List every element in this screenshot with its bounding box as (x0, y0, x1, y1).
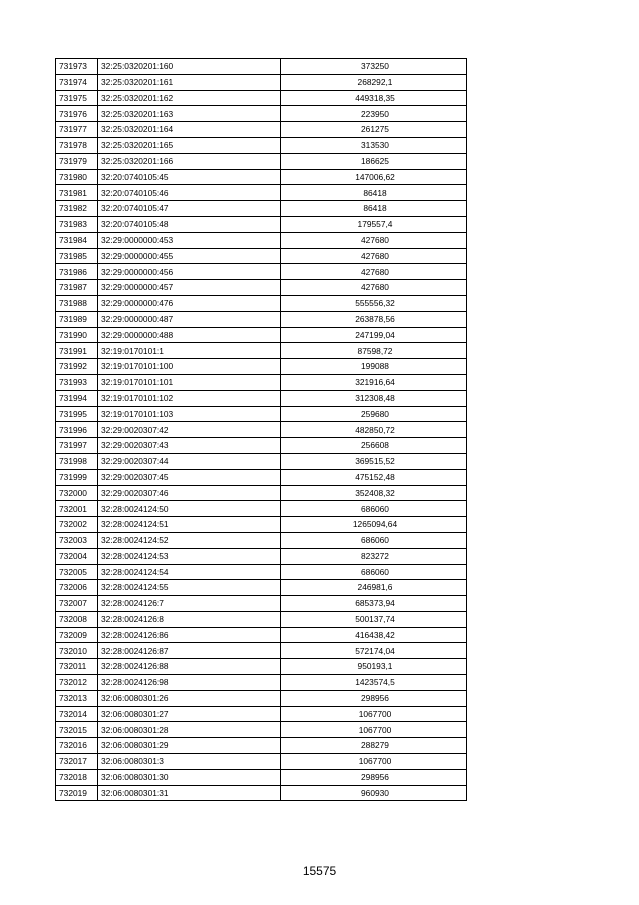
cadastral-value-cell: 373250 (281, 59, 467, 75)
table-row (56, 264, 467, 280)
cadastral-number-cell: 32:29:0000000:456 (98, 264, 281, 280)
row-number-cell: 732017 (56, 754, 98, 770)
cadastral-value-cell: 298956 (281, 690, 467, 706)
cadastral-number-cell: 32:29:0020307:42 (98, 422, 281, 438)
cadastral-value-cell: 199088 (281, 359, 467, 375)
cadastral-value-cell: 369515,52 (281, 453, 467, 469)
table-row (56, 74, 467, 90)
cadastral-value-cell: 555556,32 (281, 295, 467, 311)
table-row (56, 185, 467, 201)
cadastral-value-cell: 416438,42 (281, 627, 467, 643)
row-number-cell: 732019 (56, 785, 98, 801)
cadastral-number-cell: 32:29:0020307:46 (98, 485, 281, 501)
table-row (56, 327, 467, 343)
cadastral-value-cell: 256608 (281, 438, 467, 454)
table-row (56, 248, 467, 264)
row-number-cell: 732006 (56, 580, 98, 596)
row-number-cell: 732011 (56, 659, 98, 675)
row-number-cell: 732012 (56, 675, 98, 691)
table-row (56, 422, 467, 438)
cadastral-number-cell: 32:20:0740105:48 (98, 216, 281, 232)
cadastral-value-cell: 268292,1 (281, 74, 467, 90)
cadastral-number-cell: 32:29:0000000:457 (98, 280, 281, 296)
cadastral-number-cell: 32:29:0000000:487 (98, 311, 281, 327)
cadastral-number-cell: 32:25:0320201:164 (98, 122, 281, 138)
row-number-cell: 732014 (56, 706, 98, 722)
cadastral-value-cell: 1423574,5 (281, 675, 467, 691)
cadastral-number-cell: 32:28:0024124:55 (98, 580, 281, 596)
cadastral-number-cell: 32:28:0024126:87 (98, 643, 281, 659)
cadastral-value-cell: 482850,72 (281, 422, 467, 438)
cadastral-value-cell: 960930 (281, 785, 467, 801)
table-row (56, 359, 467, 375)
table-row (56, 106, 467, 122)
cadastral-value-cell: 686060 (281, 501, 467, 517)
cadastral-number-cell: 32:06:0080301:28 (98, 722, 281, 738)
row-number-cell: 731997 (56, 438, 98, 454)
table-row (56, 280, 467, 296)
cadastral-number-cell: 32:20:0740105:45 (98, 169, 281, 185)
cadastral-value-cell: 427680 (281, 264, 467, 280)
row-number-cell: 731998 (56, 453, 98, 469)
row-number-cell: 731990 (56, 327, 98, 343)
table-row (56, 122, 467, 138)
table-row (56, 659, 467, 675)
table-row (56, 706, 467, 722)
row-number-cell: 731975 (56, 90, 98, 106)
row-number-cell: 731996 (56, 422, 98, 438)
cadastral-number-cell: 32:28:0024124:50 (98, 501, 281, 517)
table-row (56, 690, 467, 706)
cadastral-number-cell: 32:06:0080301:3 (98, 754, 281, 770)
table-row (56, 548, 467, 564)
table-row (56, 153, 467, 169)
row-number-cell: 731976 (56, 106, 98, 122)
table-body (56, 59, 467, 801)
cadastral-number-cell: 32:25:0320201:163 (98, 106, 281, 122)
cadastral-value-table (55, 58, 467, 801)
cadastral-number-cell: 32:29:0020307:45 (98, 469, 281, 485)
cadastral-value-cell: 86418 (281, 185, 467, 201)
row-number-cell: 731984 (56, 232, 98, 248)
table-row (56, 453, 467, 469)
cadastral-value-cell: 263878,56 (281, 311, 467, 327)
cadastral-number-cell: 32:28:0024126:98 (98, 675, 281, 691)
table-row (56, 532, 467, 548)
cadastral-number-cell: 32:06:0080301:29 (98, 738, 281, 754)
cadastral-number-cell: 32:19:0170101:1 (98, 343, 281, 359)
cadastral-number-cell: 32:06:0080301:26 (98, 690, 281, 706)
cadastral-value-cell: 475152,48 (281, 469, 467, 485)
cadastral-number-cell: 32:29:0000000:455 (98, 248, 281, 264)
row-number-cell: 732008 (56, 611, 98, 627)
table-row (56, 59, 467, 75)
cadastral-number-cell: 32:28:0024124:51 (98, 517, 281, 533)
row-number-cell: 732007 (56, 596, 98, 612)
cadastral-number-cell: 32:28:0024124:53 (98, 548, 281, 564)
row-number-cell: 731973 (56, 59, 98, 75)
cadastral-value-cell: 572174,04 (281, 643, 467, 659)
cadastral-value-cell: 87598,72 (281, 343, 467, 359)
cadastral-value-cell: 427680 (281, 232, 467, 248)
cadastral-value-cell: 1067700 (281, 754, 467, 770)
table-row (56, 754, 467, 770)
cadastral-value-cell: 352408,32 (281, 485, 467, 501)
table-row (56, 564, 467, 580)
table-row (56, 611, 467, 627)
cadastral-number-cell: 32:19:0170101:102 (98, 390, 281, 406)
cadastral-value-cell: 288279 (281, 738, 467, 754)
cadastral-number-cell: 32:29:0000000:488 (98, 327, 281, 343)
cadastral-number-cell: 32:25:0320201:162 (98, 90, 281, 106)
row-number-cell: 731981 (56, 185, 98, 201)
row-number-cell: 731986 (56, 264, 98, 280)
cadastral-number-cell: 32:28:0024124:52 (98, 532, 281, 548)
row-number-cell: 731995 (56, 406, 98, 422)
table-row (56, 627, 467, 643)
table-row (56, 169, 467, 185)
row-number-cell: 731977 (56, 122, 98, 138)
table-row (56, 232, 467, 248)
cadastral-value-cell: 823272 (281, 548, 467, 564)
cadastral-value-cell: 500137,74 (281, 611, 467, 627)
table-row (56, 596, 467, 612)
row-number-cell: 732010 (56, 643, 98, 659)
row-number-cell: 731982 (56, 201, 98, 217)
cadastral-value-cell: 186625 (281, 153, 467, 169)
cadastral-number-cell: 32:28:0024126:7 (98, 596, 281, 612)
row-number-cell: 731985 (56, 248, 98, 264)
table-row (56, 311, 467, 327)
row-number-cell: 731983 (56, 216, 98, 232)
table-row (56, 216, 467, 232)
cadastral-number-cell: 32:28:0024124:54 (98, 564, 281, 580)
row-number-cell: 732016 (56, 738, 98, 754)
cadastral-value-cell: 298956 (281, 769, 467, 785)
row-number-cell: 731974 (56, 74, 98, 90)
row-number-cell: 731978 (56, 137, 98, 153)
table-row (56, 201, 467, 217)
row-number-cell: 732015 (56, 722, 98, 738)
table-row (56, 501, 467, 517)
cadastral-number-cell: 32:19:0170101:103 (98, 406, 281, 422)
table-row (56, 390, 467, 406)
row-number-cell: 731989 (56, 311, 98, 327)
table-row (56, 785, 467, 801)
cadastral-number-cell: 32:06:0080301:30 (98, 769, 281, 785)
cadastral-value-cell: 313530 (281, 137, 467, 153)
row-number-cell: 731979 (56, 153, 98, 169)
row-number-cell: 731994 (56, 390, 98, 406)
page-number: 15575 (302, 864, 337, 878)
row-number-cell: 732004 (56, 548, 98, 564)
cadastral-number-cell: 32:25:0320201:161 (98, 74, 281, 90)
cadastral-number-cell: 32:25:0320201:160 (98, 59, 281, 75)
table-row (56, 343, 467, 359)
table-row (56, 769, 467, 785)
table-row (56, 295, 467, 311)
table-row (56, 406, 467, 422)
cadastral-value-cell: 312308,48 (281, 390, 467, 406)
row-number-cell: 732013 (56, 690, 98, 706)
cadastral-value-cell: 223950 (281, 106, 467, 122)
cadastral-value-cell: 179557,4 (281, 216, 467, 232)
table-row (56, 675, 467, 691)
row-number-cell: 732002 (56, 517, 98, 533)
table-row (56, 137, 467, 153)
cadastral-number-cell: 32:29:0000000:453 (98, 232, 281, 248)
cadastral-value-cell: 86418 (281, 201, 467, 217)
cadastral-number-cell: 32:19:0170101:100 (98, 359, 281, 375)
cadastral-number-cell: 32:25:0320201:166 (98, 153, 281, 169)
cadastral-number-cell: 32:19:0170101:101 (98, 374, 281, 390)
cadastral-value-cell: 147006,62 (281, 169, 467, 185)
row-number-cell: 732003 (56, 532, 98, 548)
row-number-cell: 732005 (56, 564, 98, 580)
row-number-cell: 731980 (56, 169, 98, 185)
cadastral-value-cell: 686060 (281, 532, 467, 548)
cadastral-value-cell: 427680 (281, 280, 467, 296)
table-row (56, 438, 467, 454)
cadastral-number-cell: 32:25:0320201:165 (98, 137, 281, 153)
table-row (56, 517, 467, 533)
cadastral-value-cell: 449318,35 (281, 90, 467, 106)
table-row (56, 580, 467, 596)
cadastral-number-cell: 32:28:0024126:8 (98, 611, 281, 627)
cadastral-value-cell: 427680 (281, 248, 467, 264)
row-number-cell: 731987 (56, 280, 98, 296)
cadastral-value-cell: 261275 (281, 122, 467, 138)
row-number-cell: 731991 (56, 343, 98, 359)
table-row (56, 643, 467, 659)
table-row (56, 374, 467, 390)
cadastral-value-cell: 321916,64 (281, 374, 467, 390)
cadastral-number-cell: 32:28:0024126:86 (98, 627, 281, 643)
table-row (56, 90, 467, 106)
cadastral-number-cell: 32:06:0080301:27 (98, 706, 281, 722)
row-number-cell: 732000 (56, 485, 98, 501)
cadastral-value-cell: 950193,1 (281, 659, 467, 675)
cadastral-value-cell: 246981,6 (281, 580, 467, 596)
cadastral-value-cell: 686060 (281, 564, 467, 580)
table-row (56, 722, 467, 738)
table-row (56, 485, 467, 501)
cadastral-value-cell: 685373,94 (281, 596, 467, 612)
cadastral-number-cell: 32:20:0740105:47 (98, 201, 281, 217)
cadastral-number-cell: 32:29:0020307:44 (98, 453, 281, 469)
cadastral-value-cell: 1067700 (281, 706, 467, 722)
row-number-cell: 732001 (56, 501, 98, 517)
table-row (56, 469, 467, 485)
cadastral-value-cell: 259680 (281, 406, 467, 422)
cadastral-number-cell: 32:29:0020307:43 (98, 438, 281, 454)
row-number-cell: 731992 (56, 359, 98, 375)
cadastral-value-cell: 247199,04 (281, 327, 467, 343)
cadastral-number-cell: 32:20:0740105:46 (98, 185, 281, 201)
table-row (56, 738, 467, 754)
row-number-cell: 731988 (56, 295, 98, 311)
row-number-cell: 732018 (56, 769, 98, 785)
row-number-cell: 732009 (56, 627, 98, 643)
cadastral-number-cell: 32:06:0080301:31 (98, 785, 281, 801)
cadastral-number-cell: 32:28:0024126:88 (98, 659, 281, 675)
row-number-cell: 731993 (56, 374, 98, 390)
row-number-cell: 731999 (56, 469, 98, 485)
cadastral-number-cell: 32:29:0000000:476 (98, 295, 281, 311)
cadastral-value-cell: 1067700 (281, 722, 467, 738)
cadastral-value-cell: 1265094,64 (281, 517, 467, 533)
